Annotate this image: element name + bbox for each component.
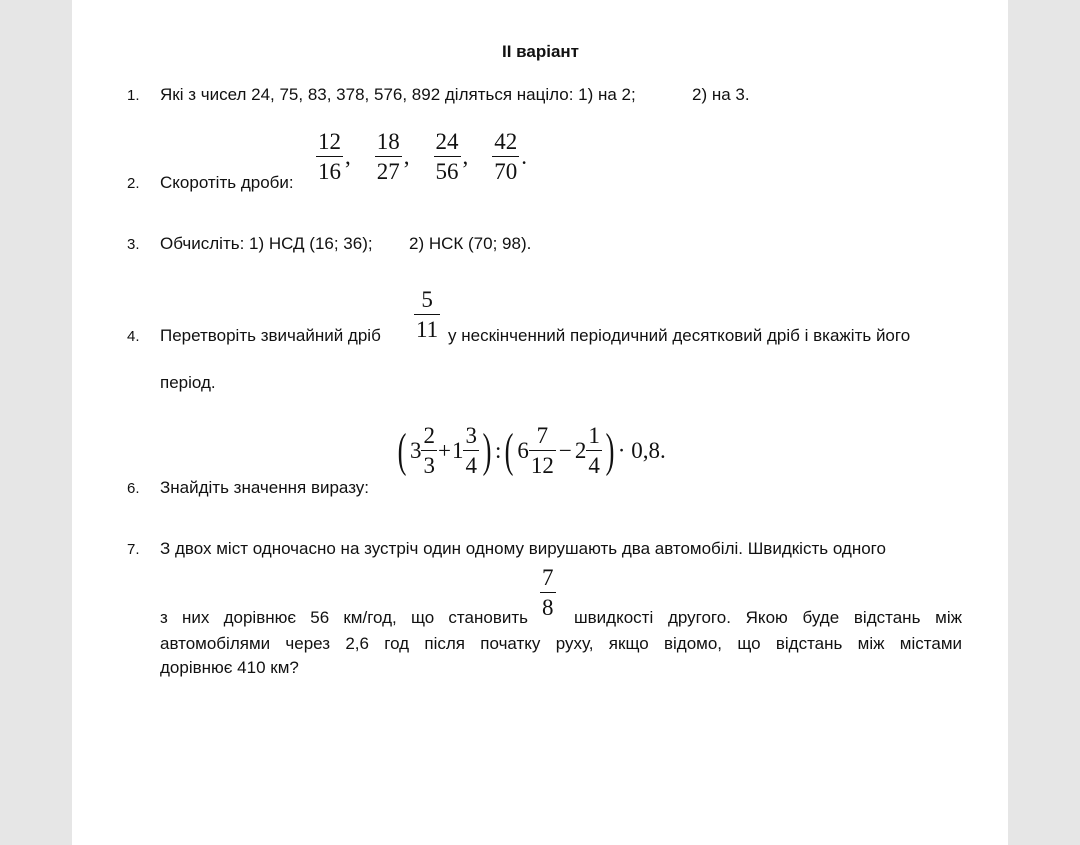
fraction xyxy=(375,130,402,183)
denominator: 70 xyxy=(492,156,519,183)
task-1-text: Які з чисел 24, 75, 83, 378, 576, 892 діляться націло: 1) на 2; xyxy=(160,85,636,104)
fraction xyxy=(540,566,556,619)
numerator: 24 xyxy=(435,129,459,154)
task-2-number: 2. xyxy=(127,175,140,192)
right-paren: ) xyxy=(482,423,492,477)
minus-sign: − xyxy=(558,437,572,463)
task-7-line4: дорівнює 410 км? xyxy=(160,658,299,677)
task-7-line2-before xyxy=(160,608,528,628)
left-paren: ( xyxy=(504,423,514,477)
fraction xyxy=(316,130,343,183)
task-3-part2: 2) НСК (70; 98). xyxy=(409,234,532,253)
task-4-number: 4. xyxy=(127,328,140,345)
denominator: 11 xyxy=(414,314,440,341)
separator: , xyxy=(462,143,469,169)
page-title: II варіант xyxy=(502,42,580,61)
task-3-text: Обчисліть: 1) НСД (16; 36); xyxy=(160,234,373,253)
task-4-text-before: Перетворіть звичайний дріб xyxy=(160,326,381,345)
fraction xyxy=(463,424,479,477)
fraction xyxy=(434,130,461,183)
task-3-number: 3. xyxy=(127,236,140,253)
task-1-number: 1. xyxy=(127,87,140,104)
numerator: 12 xyxy=(318,129,341,154)
numerator: 7 xyxy=(542,565,554,590)
whole-part: 1 xyxy=(451,437,464,463)
numerator: 2 xyxy=(423,423,435,448)
task-4-line2: період. xyxy=(160,373,216,392)
right-paren: ) xyxy=(605,423,615,477)
task-4-fraction xyxy=(414,288,440,341)
denominator: 4 xyxy=(463,450,479,477)
denominator: 16 xyxy=(316,156,343,183)
fraction xyxy=(586,424,602,477)
task-1-part2: 2) на 3. xyxy=(692,85,750,104)
denominator: 56 xyxy=(434,156,461,183)
division-sign: : xyxy=(494,437,502,463)
task-7-line2-before-text: з них дорівнює 56 км/год, що становить xyxy=(160,608,528,627)
numerator: 3 xyxy=(465,423,477,448)
task-7-line3 xyxy=(160,634,962,654)
task-2-fractions xyxy=(316,130,527,183)
fraction xyxy=(414,288,440,341)
numerator: 1 xyxy=(588,423,600,448)
whole-part: 6 xyxy=(517,437,529,463)
task-7-number: 7. xyxy=(127,541,140,558)
denominator: 12 xyxy=(529,450,556,477)
expression-tail: · 0,8. xyxy=(617,437,666,463)
task-7-line2-after xyxy=(574,608,962,628)
whole-part: 2 xyxy=(574,437,587,463)
separator: , xyxy=(403,143,410,169)
task-7-line3-text: автомобілями через 2,6 год після початку руху, якщо відомо, що відстань між містами xyxy=(160,634,962,653)
whole-part: 3 xyxy=(409,437,422,463)
document-page xyxy=(72,0,1008,845)
task-2-text: Скоротіть дроби: xyxy=(160,173,294,192)
separator: , xyxy=(345,143,351,169)
numerator: 5 xyxy=(421,287,433,312)
plus-sign: + xyxy=(437,437,451,463)
separator: . xyxy=(521,143,527,169)
numerator: 18 xyxy=(376,129,400,154)
task-6-text: Знайдіть значення виразу: xyxy=(160,478,370,497)
denominator: 4 xyxy=(586,450,602,477)
task-7-line1: З двох міст одночасно на зустріч один одному вирушають два автомобілі. Швидкість одного xyxy=(160,539,886,558)
task-6-expression xyxy=(394,424,666,477)
numerator: 42 xyxy=(494,129,518,154)
denominator: 27 xyxy=(375,156,402,183)
denominator: 8 xyxy=(540,592,556,619)
fraction xyxy=(421,424,437,477)
task-4-text-after: у нескінченний періодичний десятковий дріб і вкажіть його xyxy=(448,326,911,345)
numerator: 7 xyxy=(536,423,549,448)
denominator: 3 xyxy=(421,450,437,477)
fraction xyxy=(492,130,519,183)
task-7-line2-after-text: швидкості другого. Якою буде відстань між xyxy=(574,608,962,627)
task-7-fraction xyxy=(540,566,556,619)
task-6-number: 6. xyxy=(127,480,140,497)
fraction xyxy=(529,424,556,477)
left-paren: ( xyxy=(397,423,407,477)
